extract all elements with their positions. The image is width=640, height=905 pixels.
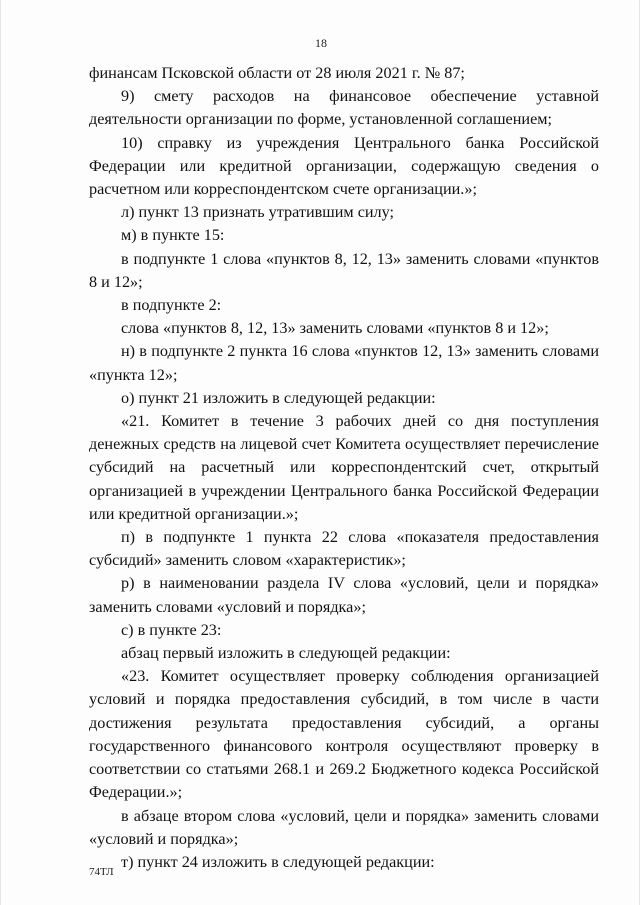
paragraph: в подпункте 1 слова «пунктов 8, 12, 13» заменить словами «пунктов 8 и 12»; [89,249,599,291]
paragraph: 10) справку из учреждения Центрального банка Российской Федерации или кредитной организации, содержащую сведения о расчетном или корреспондентском счете организации.»; [89,133,599,199]
paragraph: т) пункт 24 изложить в следующей редакции: [121,852,435,871]
paragraph: в подпункте 2: [121,296,222,315]
paragraph: абзац первый изложить в следующей редакции: [121,644,451,663]
paragraph: п) в подпункте 1 пункта 22 слова «показателя предоставления субсидий» заменить словом «характеристик»; [89,528,599,570]
page-number: 18 [315,36,327,50]
paragraph: н) в подпункте 2 пункта 16 слова «пунктов 12, 13» заменить словами «пункта 12»; [89,342,599,384]
paragraph: о) пункт 21 изложить в следующей редакции: [121,388,436,407]
paragraph: «23. Комитет осуществляет проверку соблюдения организацией условий и порядка предоставления субсидий, в том числе в части достижения результата предоставления субсидий, а органы государственного финансового контроля осуществляют проверку в соответствии со статьями 268.1 и 269.2 Бюджетного кодекса Российской Федерации.»; [89,667,599,802]
paragraph: слова «пунктов 8, 12, 13» заменить словами «пунктов 8 и 12»; [121,319,549,338]
paragraph: л) пункт 13 признать утратившим силу; [121,203,395,222]
paragraph: в абзаце втором слова «условий, цели и порядка» заменить словами «условий и порядка»; [89,806,599,848]
paragraph: м) в пункте 15: [121,226,225,245]
document-body [89,62,599,874]
paragraph: «21. Комитет в течение 3 рабочих дней со дня поступления денежных средств на лицевой счет Комитета осуществляет перечисление субсидий на расчетный или корреспондентский счет, открытый организацией в учреждении Центрального банка Российской Федерации или кредитной организации.»; [89,412,599,523]
document-code: 74ТЛ [89,866,114,878]
paragraph: с) в пункте 23: [121,620,222,639]
paragraph: финансам Псковской области от 28 июля 2021 г. № 87; [89,64,465,82]
paragraph: 9) смету расходов на финансовое обеспечение уставной деятельности организации по форме, установленной соглашением; [89,87,599,129]
paragraph: р) в наименовании раздела IV слова «условий, цели и порядка» заменить словами «условий и порядка»; [89,574,599,616]
